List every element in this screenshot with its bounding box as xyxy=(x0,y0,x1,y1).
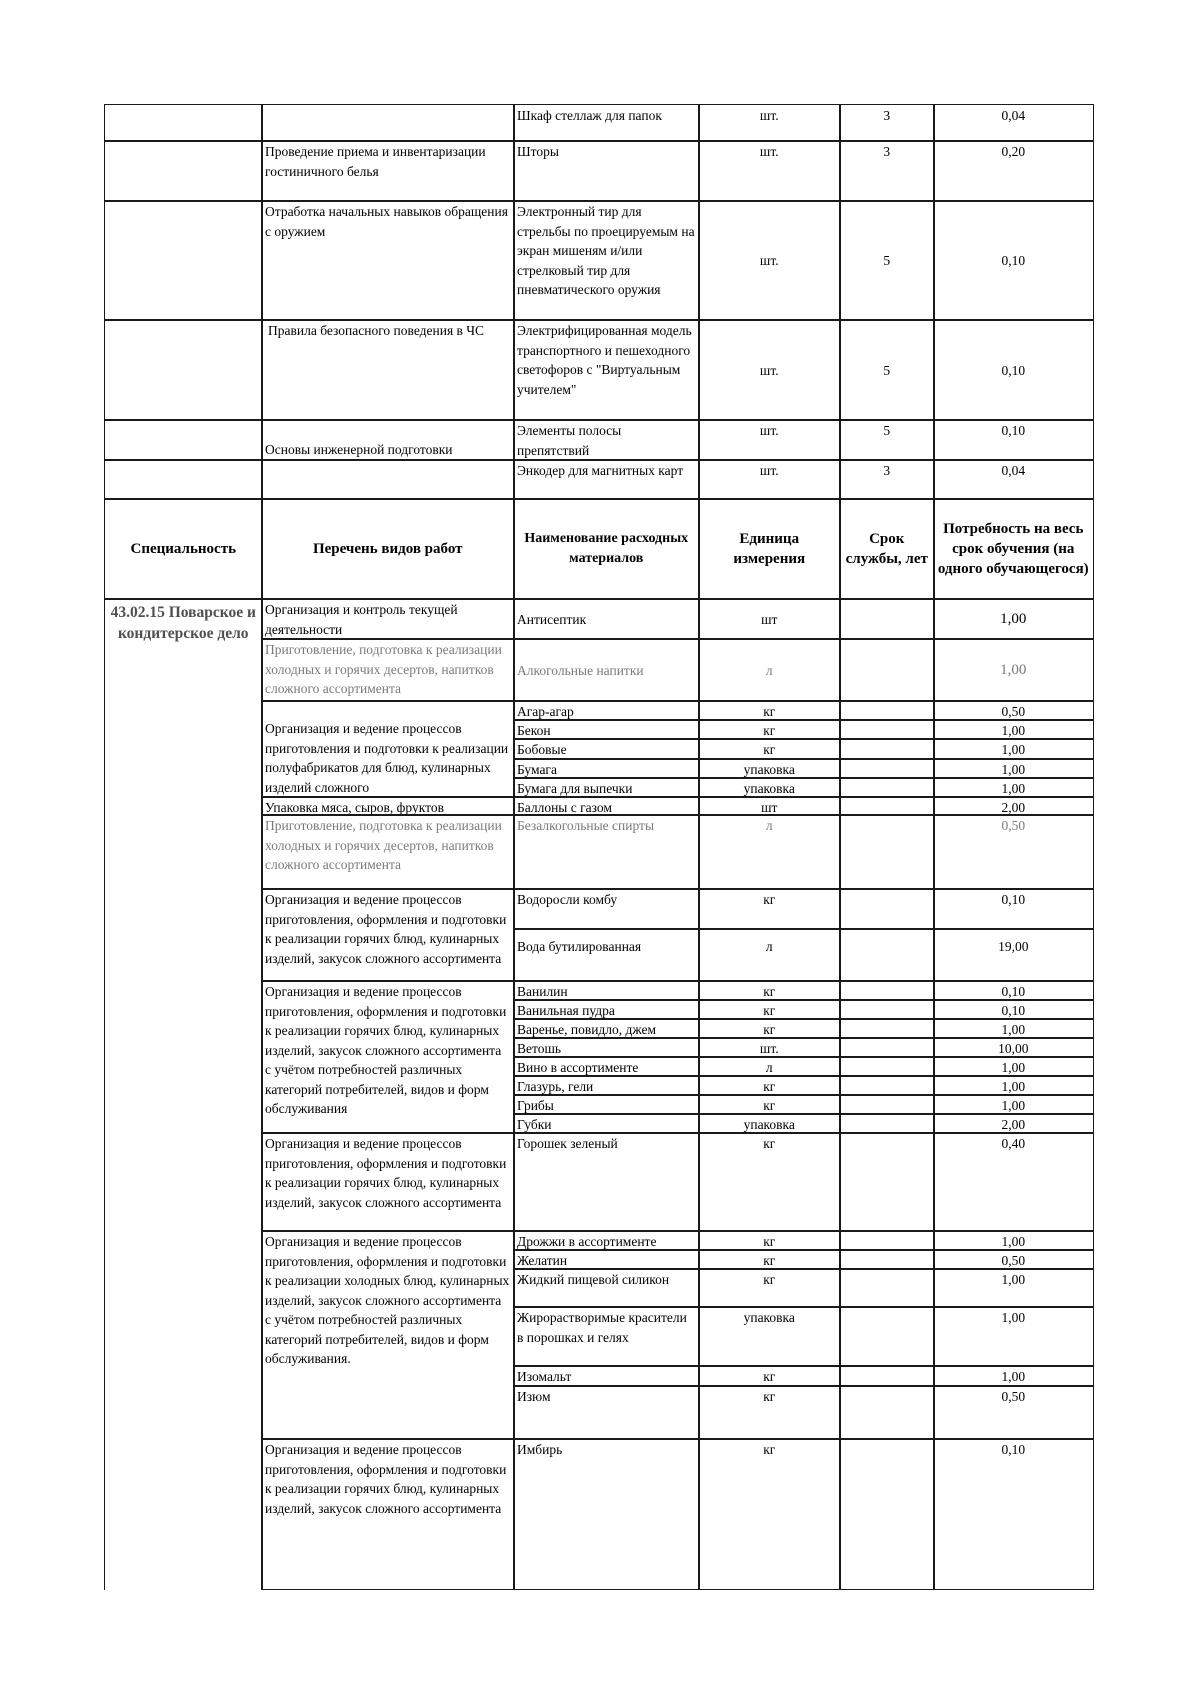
material-name-cell: Агар-агар xyxy=(513,700,700,721)
work-type-cell: Упаковка мяса, сыров, фруктов xyxy=(261,796,515,816)
unit-cell: шт. xyxy=(698,419,841,461)
material-name-cell: Водоросли комбу xyxy=(513,888,700,930)
unit-cell: шт. xyxy=(698,104,841,142)
unit-cell: упаковка xyxy=(698,1113,841,1134)
material-name-cell: Имбирь xyxy=(513,1438,700,1590)
service-life-cell xyxy=(839,928,935,982)
need-cell: 1,00 xyxy=(933,1075,1094,1096)
service-life-cell: 3 xyxy=(839,140,935,202)
need-cell: 0,04 xyxy=(933,459,1094,500)
service-life-cell xyxy=(839,1385,935,1440)
material-name-cell: Вино в ассортименте xyxy=(513,1056,700,1077)
spec-cell-empty xyxy=(104,140,263,202)
need-cell: 1,00 xyxy=(933,598,1094,640)
unit-cell: упаковка xyxy=(698,1306,841,1367)
work-type-cell: Организация и ведение процессов приготовления, оформления и подготовки к реализации горячих блюд, кулинарных изделий, закусок сложного ассортимента xyxy=(261,1132,515,1232)
material-name-cell: Ванилин xyxy=(513,980,700,1001)
unit-cell: кг xyxy=(698,719,841,740)
service-life-cell xyxy=(839,1132,935,1232)
service-life-cell xyxy=(839,1094,935,1115)
material-name-cell: Элементы полосы препятствий xyxy=(513,419,700,461)
need-cell: 0,50 xyxy=(933,1385,1094,1440)
need-cell: 1,00 xyxy=(933,1268,1094,1308)
material-name-cell: Изюм xyxy=(513,1385,700,1440)
material-name-cell: Энкодер для магнитных карт xyxy=(513,459,700,500)
unit-cell: кг xyxy=(698,738,841,760)
unit-cell: л xyxy=(698,928,841,982)
work-type-cell: Правила безопасного поведения в ЧС xyxy=(261,319,515,421)
header-specialty: Специальность xyxy=(104,498,263,600)
material-name-cell: Электрифицированная модель транспортного и пешеходного светофоров с "Виртуальным учителем" xyxy=(513,319,700,421)
unit-cell: шт. xyxy=(698,1037,841,1058)
material-name-cell: Ветошь xyxy=(513,1037,700,1058)
unit-cell: шт xyxy=(698,598,841,640)
work-type-cell: Отработка начальных навыков обращения с оружием xyxy=(261,200,515,321)
service-life-cell xyxy=(839,1037,935,1058)
service-life-cell xyxy=(839,638,935,702)
need-cell: 0,10 xyxy=(933,419,1094,461)
specialty-cell: 43.02.15 Поварское и кондитерское дело xyxy=(104,598,263,1590)
work-type-cell: Организация и ведение процессов приготовления и подготовки к реализации полуфабрикатов для блюд, кулинарных изделий сложного xyxy=(261,700,515,798)
work-type-cell xyxy=(261,104,515,142)
materials-table xyxy=(104,110,1092,1588)
need-cell: 1,00 xyxy=(933,1094,1094,1115)
unit-cell: л xyxy=(698,1056,841,1077)
service-life-cell xyxy=(839,1249,935,1270)
need-cell: 19,00 xyxy=(933,928,1094,982)
service-life-cell xyxy=(839,1306,935,1367)
need-cell: 1,00 xyxy=(933,1230,1094,1251)
unit-cell: кг xyxy=(698,1018,841,1039)
unit-cell: кг xyxy=(698,1438,841,1590)
unit-cell: кг xyxy=(698,1249,841,1270)
service-life-cell xyxy=(839,719,935,740)
unit-cell: кг xyxy=(698,1268,841,1308)
unit-cell: шт. xyxy=(698,459,841,500)
unit-cell: кг xyxy=(698,1075,841,1096)
need-cell: 1,00 xyxy=(933,638,1094,702)
need-cell: 0,10 xyxy=(933,1438,1094,1590)
service-life-cell xyxy=(839,758,935,779)
unit-cell: кг xyxy=(698,1365,841,1387)
unit-cell: кг xyxy=(698,1230,841,1251)
header-work-list: Перечень видов работ xyxy=(261,498,515,600)
unit-cell: кг xyxy=(698,1094,841,1115)
material-name-cell: Варенье, повидло, джем xyxy=(513,1018,700,1039)
material-name-cell: Антисептик xyxy=(513,598,700,640)
unit-cell: кг xyxy=(698,999,841,1020)
material-name-cell: Электронный тир для стрельбы по проецируемым на экран мишеням и/или стрелковый тир для пневматического оружия xyxy=(513,200,700,321)
service-life-cell: 5 xyxy=(839,419,935,461)
need-cell: 1,00 xyxy=(933,1018,1094,1039)
unit-cell: л xyxy=(698,814,841,890)
material-name-cell: Глазурь, гели xyxy=(513,1075,700,1096)
need-cell: 1,00 xyxy=(933,738,1094,760)
unit-cell: кг xyxy=(698,1132,841,1232)
need-cell: 0,10 xyxy=(933,999,1094,1020)
need-cell: 1,00 xyxy=(933,1365,1094,1387)
header-material-name: Наименование расходных материалов xyxy=(513,498,700,600)
service-life-cell: 3 xyxy=(839,104,935,142)
need-cell: 1,00 xyxy=(933,1306,1094,1367)
work-type-cell: Приготовление, подготовка к реализации холодных и горячих десертов, напитков сложного ассортимента xyxy=(261,638,515,702)
material-name-cell: Грибы xyxy=(513,1094,700,1115)
material-name-cell: Алкогольные напитки xyxy=(513,638,700,702)
material-name-cell: Дрожжи в ассортименте xyxy=(513,1230,700,1251)
need-cell: 0,20 xyxy=(933,140,1094,202)
service-life-cell xyxy=(839,598,935,640)
work-type-cell: Проведение приема и инвентаризации гостиничного белья xyxy=(261,140,515,202)
spec-cell-empty xyxy=(104,200,263,321)
material-name-cell: Жидкий пищевой силикон xyxy=(513,1268,700,1308)
work-type-cell: Организация и ведение процессов приготовления, оформления и подготовки к реализации холодных блюд, кулинарных изделий, закусок сложного ассортимента с учётом потребностей различных категорий потребителей, видов и форм обслуживания. xyxy=(261,1230,515,1440)
need-cell: 0,40 xyxy=(933,1132,1094,1232)
material-name-cell: Ванильная пудра xyxy=(513,999,700,1020)
unit-cell: упаковка xyxy=(698,758,841,779)
service-life-cell xyxy=(839,700,935,721)
header-service-life: Срок службы, лет xyxy=(839,498,935,600)
material-name-cell: Шкаф стеллаж для папок xyxy=(513,104,700,142)
need-cell: 2,00 xyxy=(933,796,1094,816)
need-cell: 1,00 xyxy=(933,719,1094,740)
material-name-cell: Шторы xyxy=(513,140,700,202)
material-name-cell: Жирорастворимые красители в порошках и гелях xyxy=(513,1306,700,1367)
service-life-cell xyxy=(839,1268,935,1308)
material-name-cell: Бумага для выпечки xyxy=(513,777,700,798)
spec-cell-empty xyxy=(104,104,263,142)
service-life-cell xyxy=(839,777,935,798)
service-life-cell: 5 xyxy=(839,200,935,321)
need-cell: 0,10 xyxy=(933,200,1094,321)
need-cell: 0,50 xyxy=(933,700,1094,721)
need-cell: 1,00 xyxy=(933,758,1094,779)
service-life-cell xyxy=(839,738,935,760)
unit-cell: кг xyxy=(698,888,841,930)
service-life-cell xyxy=(839,796,935,816)
unit-cell: шт. xyxy=(698,140,841,202)
need-cell: 1,00 xyxy=(933,1056,1094,1077)
service-life-cell xyxy=(839,1365,935,1387)
service-life-cell: 5 xyxy=(839,319,935,421)
unit-cell: шт. xyxy=(698,200,841,321)
material-name-cell: Баллоны с газом xyxy=(513,796,700,816)
work-type-cell: Приготовление, подготовка к реализации холодных и горячих десертов, напитков сложного ассортимента xyxy=(261,814,515,890)
need-cell: 0,10 xyxy=(933,319,1094,421)
material-name-cell: Бобовые xyxy=(513,738,700,760)
need-cell: 0,50 xyxy=(933,1249,1094,1270)
need-cell: 2,00 xyxy=(933,1113,1094,1134)
header-unit: Единица измерения xyxy=(698,498,841,600)
material-name-cell: Бумага xyxy=(513,758,700,779)
unit-cell: упаковка xyxy=(698,777,841,798)
need-cell: 0,10 xyxy=(933,888,1094,930)
spec-cell-empty xyxy=(104,319,263,421)
unit-cell: кг xyxy=(698,700,841,721)
unit-cell: кг xyxy=(698,1385,841,1440)
work-type-cell: Организация и ведение процессов приготовления, оформления и подготовки к реализации горячих блюд, кулинарных изделий, закусок сложного ассортимента xyxy=(261,888,515,982)
unit-cell: кг xyxy=(698,980,841,1001)
material-name-cell: Вода бутилированная xyxy=(513,928,700,982)
work-type-cell: Организация и контроль текущей деятельности xyxy=(261,598,515,640)
service-life-cell xyxy=(839,1438,935,1590)
material-name-cell: Изомальт xyxy=(513,1365,700,1387)
service-life-cell xyxy=(839,1113,935,1134)
unit-cell: шт xyxy=(698,796,841,816)
work-type-cell: Организация и ведение процессов приготовления, оформления и подготовки к реализации горячих блюд, кулинарных изделий, закусок сложного ассортимента с учётом потребностей различных категорий потребителей, видов и форм обслуживания xyxy=(261,980,515,1134)
need-cell: 0,10 xyxy=(933,980,1094,1001)
service-life-cell xyxy=(839,1230,935,1251)
material-name-cell: Губки xyxy=(513,1113,700,1134)
need-cell: 0,50 xyxy=(933,814,1094,890)
need-cell: 1,00 xyxy=(933,777,1094,798)
service-life-cell xyxy=(839,1075,935,1096)
header-need: Потребность на весь срок обучения (на одного обучающегося) xyxy=(933,498,1094,600)
service-life-cell xyxy=(839,814,935,890)
unit-cell: л xyxy=(698,638,841,702)
material-name-cell: Бекон xyxy=(513,719,700,740)
work-type-cell: Организация и ведение процессов приготовления, оформления и подготовки к реализации горячих блюд, кулинарных изделий, закусок сложного ассортимента xyxy=(261,1438,515,1590)
need-cell: 10,00 xyxy=(933,1037,1094,1058)
service-life-cell xyxy=(839,888,935,930)
material-name-cell: Желатин xyxy=(513,1249,700,1270)
service-life-cell xyxy=(839,999,935,1020)
service-life-cell xyxy=(839,1018,935,1039)
work-type-cell xyxy=(261,459,515,500)
need-cell: 0,04 xyxy=(933,104,1094,142)
service-life-cell: 3 xyxy=(839,459,935,500)
service-life-cell xyxy=(839,1056,935,1077)
service-life-cell xyxy=(839,980,935,1001)
spec-cell-empty xyxy=(104,419,263,461)
material-name-cell: Горошек зеленый xyxy=(513,1132,700,1232)
material-name-cell: Безалкогольные спирты xyxy=(513,814,700,890)
unit-cell: шт. xyxy=(698,319,841,421)
work-type-cell: Основы инженерной подготовки xyxy=(261,419,515,461)
spec-cell-empty xyxy=(104,459,263,500)
